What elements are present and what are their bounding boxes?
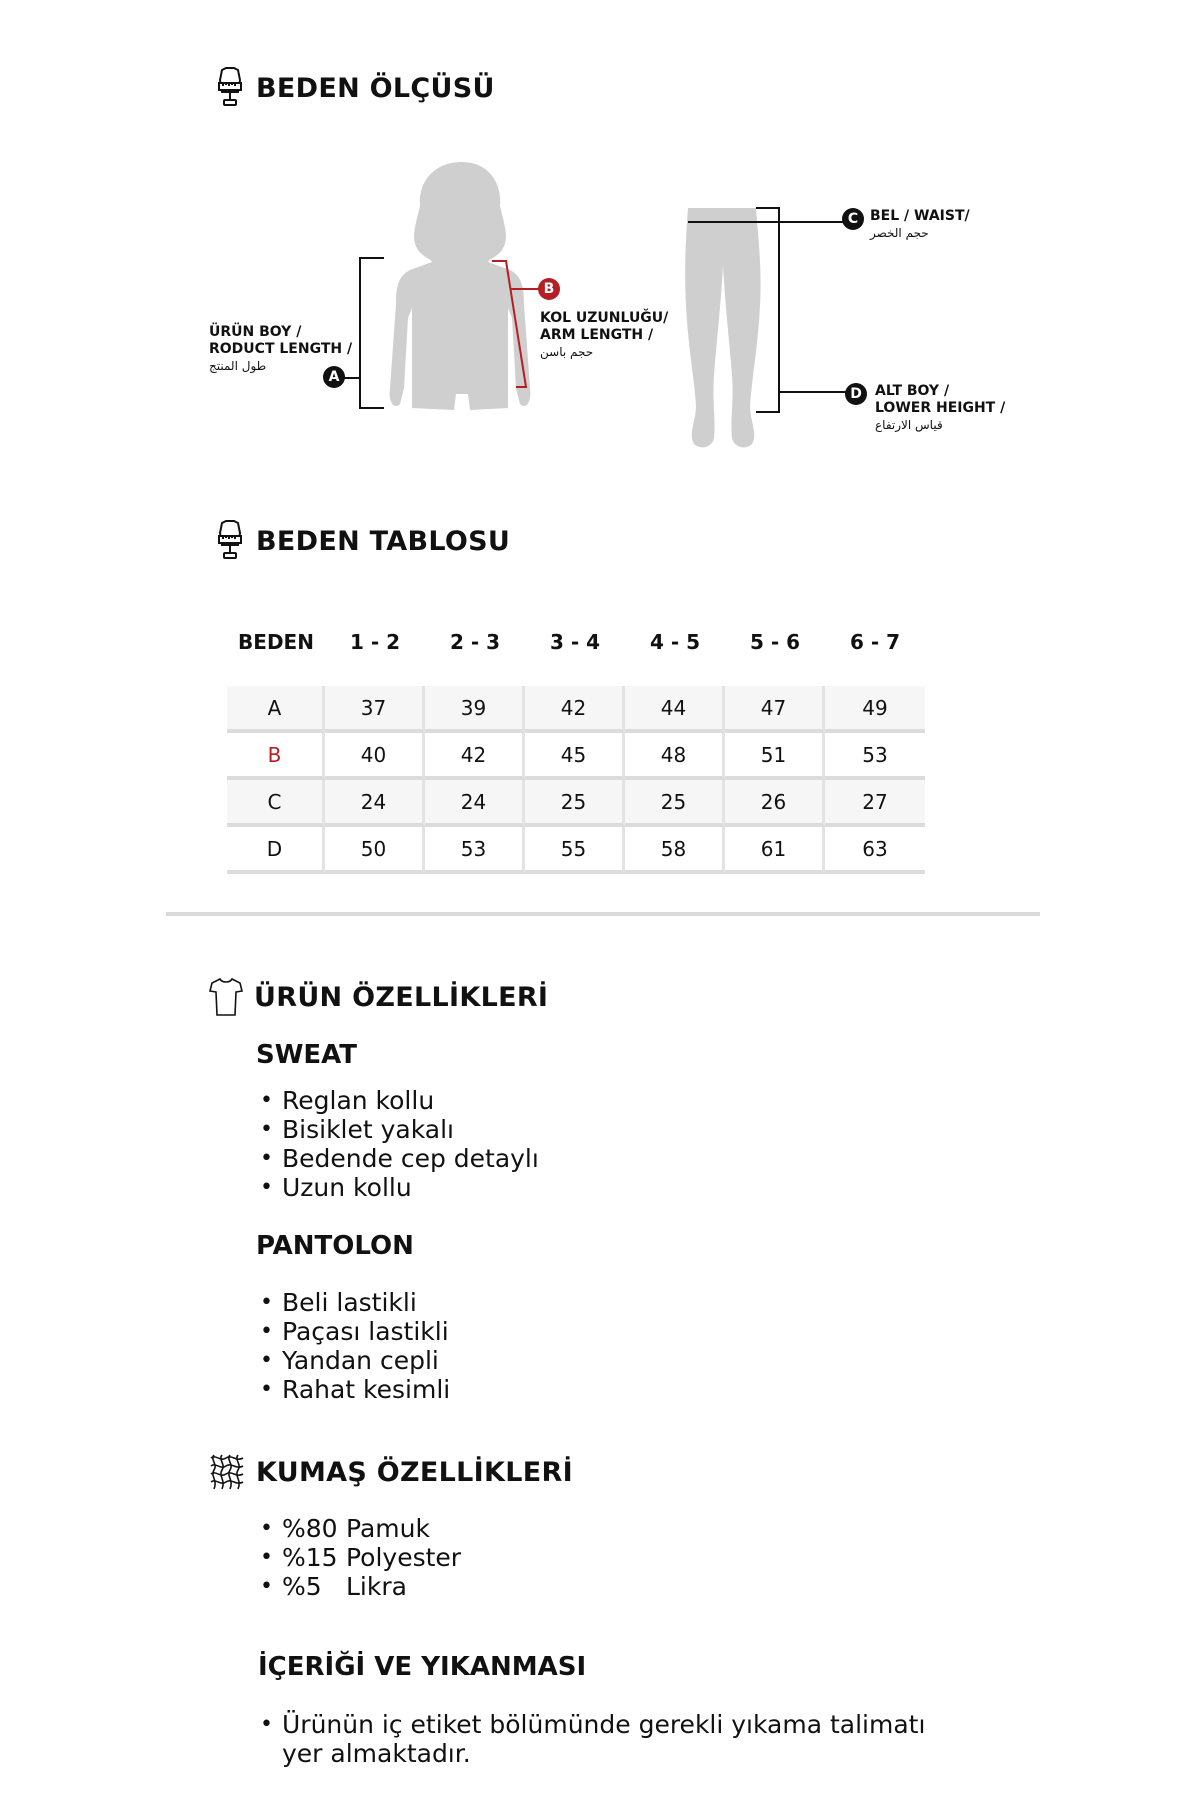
header-size: 6 - 7 (849, 630, 901, 654)
cell: 49 (825, 686, 925, 733)
list-item: • Beli lastikli (258, 1288, 450, 1317)
mannequin-tape-icon (214, 519, 246, 563)
product-features-title (208, 975, 548, 1019)
list-item: • Bisiklet yakalı (258, 1115, 539, 1144)
header-beden: BEDEN (238, 630, 314, 654)
sweat-feature-list (258, 1086, 539, 1202)
label-lower-height: ALT BOY / LOWER HEIGHT / قياس الارتفاع (875, 383, 1006, 432)
list-item: • %80 Pamuk (258, 1514, 461, 1543)
care-list (258, 1710, 958, 1768)
measure-title-text: BEDEN ÖLÇÜSÜ (256, 72, 495, 104)
badge-b: B (538, 278, 560, 300)
pantolon-feature-list (258, 1288, 450, 1404)
size-table (227, 620, 925, 874)
fabric-features-title (208, 1452, 573, 1492)
cell: 47 (725, 686, 825, 733)
row-label: D (227, 827, 325, 874)
label-waist: BEL / WAIST/ حجم الخصر (870, 208, 970, 240)
header-size: 1 - 2 (349, 630, 401, 654)
list-item: • Bedende cep detaylı (258, 1144, 539, 1173)
table-row-d (227, 827, 925, 874)
mannequin-tape-icon (214, 66, 246, 110)
cell: 58 (625, 827, 725, 874)
cell: 45 (525, 733, 625, 780)
cell: 44 (625, 686, 725, 733)
table-row-a (227, 686, 925, 733)
list-item: • Uzun kollu (258, 1173, 539, 1202)
measure-section-title (214, 66, 495, 110)
pantolon-heading: PANTOLON (256, 1231, 414, 1261)
cell: 51 (725, 733, 825, 780)
cell: 53 (425, 827, 525, 874)
header-size: 2 - 3 (449, 630, 501, 654)
cell: 55 (525, 827, 625, 874)
list-item: • Yandan cepli (258, 1346, 450, 1375)
header-size: 3 - 4 (549, 630, 601, 654)
cell: 26 (725, 780, 825, 827)
list-item: • %5 Likra (258, 1572, 461, 1601)
cell: 40 (325, 733, 425, 780)
label-arm-length: KOL UZUNLUĞU/ ARM LENGTH / حجم باسن (540, 310, 669, 359)
cell: 53 (825, 733, 925, 780)
cell: 24 (425, 780, 525, 827)
table-row-b (227, 733, 925, 780)
row-label: B (227, 733, 325, 780)
sweat-heading: SWEAT (256, 1040, 358, 1070)
fabric-weave-icon (208, 1452, 246, 1492)
tshirt-icon (208, 975, 244, 1019)
badge-d: D (845, 383, 867, 405)
cell: 24 (325, 780, 425, 827)
section-divider (166, 912, 1040, 916)
size-table-section-title (214, 519, 510, 563)
badge-c: C (842, 208, 864, 230)
size-table-header (227, 620, 925, 664)
cell: 25 (625, 780, 725, 827)
cell: 37 (325, 686, 425, 733)
product-features-title-text: ÜRÜN ÖZELLİKLERİ (254, 981, 549, 1013)
cell: 27 (825, 780, 925, 827)
list-item: • Ürünün iç etiket bölümünde gerekli yıkama talimatı yer almaktadır. (258, 1710, 958, 1768)
cell: 42 (525, 686, 625, 733)
list-item: • Reglan kollu (258, 1086, 539, 1115)
fabric-features-title-text: KUMAŞ ÖZELLİKLERİ (256, 1456, 573, 1488)
table-row-c (227, 780, 925, 827)
cell: 48 (625, 733, 725, 780)
cell: 50 (325, 827, 425, 874)
fabric-composition-list (258, 1514, 461, 1601)
cell: 61 (725, 827, 825, 874)
badge-a: A (323, 366, 345, 388)
list-item: • Rahat kesimli (258, 1375, 450, 1404)
cell: 42 (425, 733, 525, 780)
size-table-title-text: BEDEN TABLOSU (256, 525, 511, 557)
care-heading: İÇERİĞİ VE YIKANMASI (258, 1652, 587, 1682)
cell: 63 (825, 827, 925, 874)
cell: 39 (425, 686, 525, 733)
cell: 25 (525, 780, 625, 827)
list-item: • %15 Polyester (258, 1543, 461, 1572)
row-label: A (227, 686, 325, 733)
header-size: 4 - 5 (649, 630, 701, 654)
row-label: C (227, 780, 325, 827)
label-product-length: ÜRÜN BOY / RODUCT LENGTH / طول المنتج (209, 324, 353, 373)
list-item: • Paçası lastikli (258, 1317, 450, 1346)
header-size: 5 - 6 (749, 630, 801, 654)
